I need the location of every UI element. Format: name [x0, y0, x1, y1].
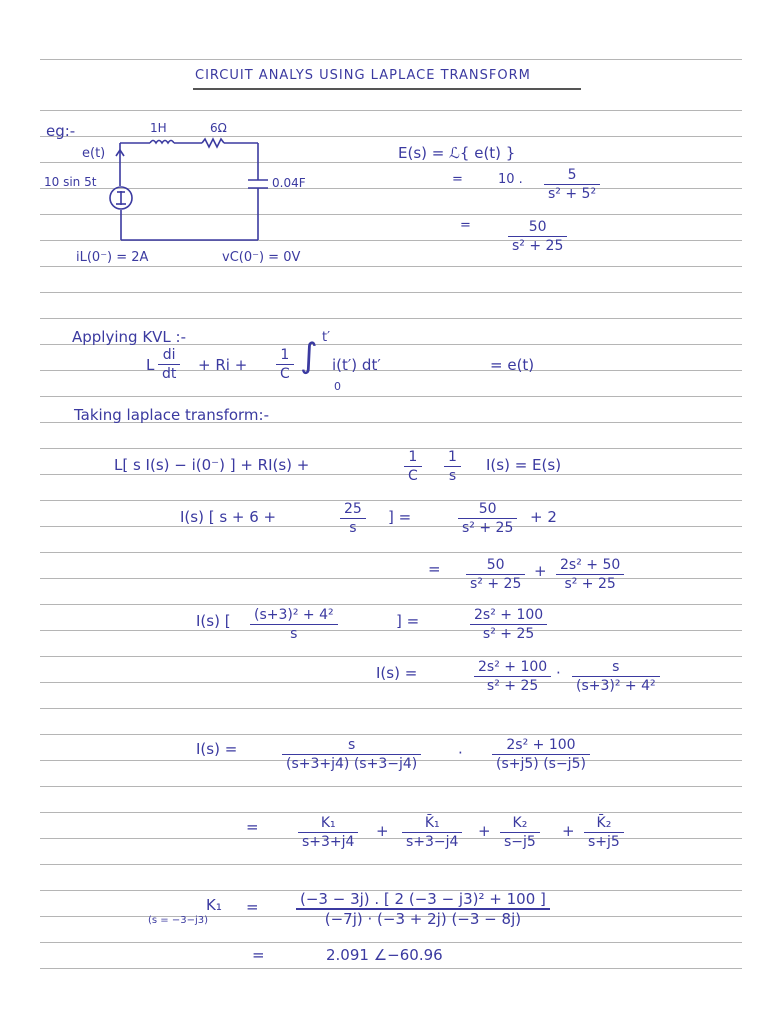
ruled-line: [40, 786, 742, 787]
step4-close: ] =: [396, 612, 420, 630]
ruled-line: [40, 812, 742, 813]
fraction: 2s² + 100 s² + 25: [470, 606, 547, 643]
page-title: CIRCUIT ANALYS USING LAPLACE TRANSFORM: [195, 68, 531, 83]
ruled-line: [40, 292, 742, 293]
laplace-heading: Taking laplace transform:-: [74, 406, 270, 424]
dot-operator: ·: [458, 744, 463, 762]
equals-sign: =: [452, 172, 463, 187]
step4-left: I(s) [: [196, 612, 231, 630]
integral-upper: t′: [322, 330, 331, 345]
fraction: 1 s: [444, 448, 461, 485]
equals-sign: =: [252, 946, 265, 964]
fraction: 5 s² + 5²: [544, 166, 600, 203]
fraction: 50 s² + 25: [458, 500, 517, 537]
ruled-line: [40, 266, 742, 267]
laplace-source-line1: E(s) = ℒ{ e(t) }: [398, 144, 516, 162]
step1-left: L[ s I(s) − i(0⁻) ] + RI(s) +: [114, 456, 310, 474]
fraction: 50 s² + 25: [508, 218, 567, 255]
ruled-line: [40, 604, 742, 605]
integral-lower: 0: [334, 380, 341, 393]
integral-sign: ∫: [300, 336, 318, 376]
step2-tail: + 2: [530, 508, 557, 526]
fraction: 1 C: [404, 448, 422, 485]
capacitor-label: 0.04F: [272, 176, 306, 190]
kvl-middle: + Ri +: [198, 356, 248, 374]
ruled-line: [40, 318, 742, 319]
ruled-line: [40, 708, 742, 709]
ruled-line: [40, 578, 742, 579]
plus-sign: +: [478, 822, 491, 840]
step2-close: ] =: [388, 508, 412, 526]
kvl-L: L: [146, 356, 155, 374]
equals-sign: =: [246, 898, 259, 916]
step5-left: I(s) =: [376, 664, 418, 682]
dot-operator: ·: [556, 664, 561, 682]
source-label: e(t): [82, 146, 106, 161]
equals-sign: =: [460, 218, 471, 233]
ruled-line: [40, 734, 742, 735]
ruled-line: [40, 942, 742, 943]
fraction: 50 s² + 25: [466, 556, 525, 593]
source-expression: 10 sin 5t: [44, 175, 97, 189]
kvl-heading: Applying KVL :-: [72, 328, 187, 346]
fraction: K̄₂ s+j5: [584, 814, 624, 851]
circuit-diagram: [0, 0, 400, 260]
fraction: 1 C: [276, 346, 294, 383]
initial-current: iL(0⁻) = 2A: [76, 250, 149, 265]
ruled-line: [40, 448, 742, 449]
equals-sign: =: [428, 560, 441, 578]
example-label: eg:-: [46, 122, 76, 140]
ruled-line: [40, 526, 742, 527]
k1-label: K₁: [206, 896, 222, 914]
ruled-line: [40, 864, 742, 865]
ruled-line: [40, 656, 742, 657]
fraction: (s+3)² + 4² s: [250, 606, 338, 643]
inductor-label: 1H: [150, 121, 167, 135]
ruled-line: [40, 968, 742, 969]
step1-right: I(s) = E(s): [486, 456, 562, 474]
step2-left: I(s) [ s + 6 +: [180, 508, 277, 526]
coefficient: 10 .: [498, 172, 523, 187]
fraction: 25 s: [340, 500, 366, 537]
fraction: s (s+3)² + 4²: [572, 658, 660, 695]
fraction: 2s² + 100 s² + 25: [474, 658, 551, 695]
ruled-line: [40, 396, 742, 397]
fraction: K₁ s+3+j4: [298, 814, 358, 851]
equals-sign: =: [246, 818, 259, 836]
ruled-line: [40, 630, 742, 631]
ruled-line: [40, 474, 742, 475]
k1-result: 2.091 ∠−60.96: [326, 946, 443, 964]
integrand: i(t′) dt′: [332, 356, 381, 374]
ruled-line: [40, 552, 742, 553]
plus-sign: +: [562, 822, 575, 840]
k1-fraction: (−3 − 3j) . [ 2 (−3 − j3)² + 100 ] (−7j) · (−3 + 2j) (−3 − 8j): [296, 890, 550, 928]
fraction: di dt: [158, 346, 180, 383]
ruled-line: [40, 838, 742, 839]
plus-sign: +: [534, 562, 547, 580]
initial-voltage: vC(0⁻) = 0V: [222, 250, 301, 265]
fraction: 2s² + 50 s² + 25: [556, 556, 624, 593]
fraction: K₂ s−j5: [500, 814, 540, 851]
plus-sign: +: [376, 822, 389, 840]
kvl-rhs: = e(t): [490, 356, 535, 374]
fraction: s (s+3+j4) (s+3−j4): [282, 736, 421, 773]
step6-left: I(s) =: [196, 740, 238, 758]
resistor-label: 6Ω: [210, 121, 227, 135]
fraction: 2s² + 100 (s+j5) (s−j5): [492, 736, 590, 773]
ruled-line: [40, 500, 742, 501]
k1-subscript: (s = −3−j3): [148, 915, 209, 926]
fraction: K̄₁ s+3−j4: [402, 814, 462, 851]
